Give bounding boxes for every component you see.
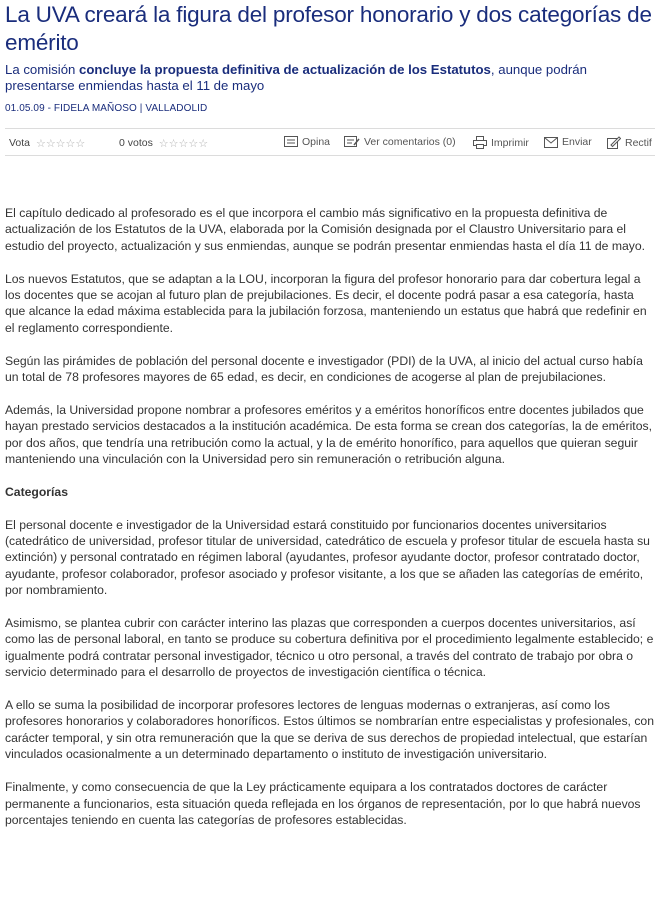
envelope-icon xyxy=(544,137,558,148)
print-button[interactable] xyxy=(473,136,529,149)
subtitle-suffix: , aunque podrán presentarse enmiendas hasta el 11 de mayo xyxy=(5,62,587,93)
vote-stars[interactable]: ☆☆☆☆☆ xyxy=(35,138,86,150)
comments-icon xyxy=(344,136,360,148)
paragraph: Los nuevos Estatutos, que se adaptan a la LOU, incorporan la figura del profesor honorario para dar cobertura legal a los docentes que se acojan al futuro plan de prejubilaciones. Es decir, el docente podrá pasar a esa categoría, hasta que alcance la edad máxima establecida para la jubilación forzosa, manteniendo un estatus que habrá que redefinir en el reglamento correspondiente. xyxy=(5,271,647,335)
paragraph: Finalmente, y como consecuencia de que la Ley prácticamente equipara a los contratados doctores de carácter permanente a funcionarios, esta situación queda reflejada en los órganos de representación, por lo que habrá nuevos porcentajes teniendo en cuenta las categorías de profesores establecidas. xyxy=(5,780,641,827)
vote-widget xyxy=(9,137,85,150)
send-button[interactable] xyxy=(544,136,592,148)
subtitle xyxy=(5,62,655,94)
paragraph: Asimismo, se plantea cubrir con carácter interino las plazas que corresponden a cuerpos docentes universitarios, así como las de personal laboral, en tanto se produce su cobertura definitiva por el procedimiento legalmente establecido; e igualmente podrá contratar personal investigador, técnico u otro personal, a través del contrato de trabajo por obra o servicio determinado para el desarrollo de proyectos de investigación científica o técnica. xyxy=(5,616,654,680)
send-label: Enviar xyxy=(562,136,592,148)
opinion-icon xyxy=(284,136,298,148)
subtitle-prefix: La comisión xyxy=(5,62,80,77)
paragraph: El personal docente e investigador de la Universidad estará constituido por funcionarios docentes universitarios (catedrático de universidad, profesor titular de universidad, catedrático de escuela y profesor titular de escuela hasta su extinción) y personal contratado en régimen laboral (ayudantes, profesor ayudante doctor, profesor contratado doctor, ayudante, profesor colaborador, profesor asociado y profesor visitante, a los que se añaden las categorías de emérito, por nombramiento. xyxy=(5,517,650,598)
article-toolbar xyxy=(5,128,655,156)
comments-button[interactable] xyxy=(344,136,456,148)
opina-button[interactable] xyxy=(284,136,330,148)
print-label: Imprimir xyxy=(491,137,529,149)
rectify-button[interactable] xyxy=(607,136,652,149)
votes-widget xyxy=(119,137,208,150)
votes-count: 0 votos xyxy=(119,137,153,149)
article-header xyxy=(5,0,655,156)
paragraph: Según las pirámides de población del personal docente e investigador (PDI) de la UVA, al inicio del actual curso había un total de 78 profesores mayores de 65 edad, es decir, en condiciones de acogerse al plan de prejubilaciones. xyxy=(5,353,643,385)
votes-stars: ☆☆☆☆☆ xyxy=(158,138,209,150)
byline: 01.05.09 - FIDELA MAÑOSO | VALLADOLID xyxy=(5,103,208,114)
headline: La UVA creará la figura del profesor honorario y dos categorías de emérito xyxy=(5,2,652,55)
subtitle-bold: concluye la propuesta definitiva de actualización de los Estatutos xyxy=(79,62,491,77)
printer-icon xyxy=(473,136,487,149)
comments-label: Ver comentarios (0) xyxy=(364,136,456,148)
opina-label: Opina xyxy=(302,136,331,148)
edit-icon xyxy=(607,136,621,149)
paragraph: El capítulo dedicado al profesorado es el que incorpora el cambio más significativo en la propuesta definitiva de actualización de los Estatutos de la UVA, elaborada por la Comisión designada por el Claustro Universitario para el estudio del proyecto, actualización y sus enmiendas, aunque se podrán presentar enmiendas hasta el día 11 de mayo. xyxy=(5,206,646,253)
article-body xyxy=(5,205,655,845)
paragraph: Además, la Universidad propone nombrar a profesores eméritos y a eméritos honoríficos entre docentes jubilados que hayan prestado servicios destacados a la institución académica. De esta forma se crean dos categorías, la de eméritos, por dos años, que tendría una retribución como la actual, y la de emérito honorífico, para aquellos que quieran seguir manteniendo una vinculación con la Universidad pero sin remuneración o retribución alguna. xyxy=(5,402,652,467)
section-heading: Categorías xyxy=(5,484,68,499)
rectify-label: Rectif xyxy=(625,137,652,149)
paragraph: A ello se suma la posibilidad de incorporar profesores lectores de lenguas modernas o extranjeras, así como los profesores honorarios y colaboradores honoríficos. Estos últimos se nombrarían entre especialistas y profesionales, con carácter temporal, y sin otra remuneración que la que se deriva de sus derechos de propiedad intelectual, que estarían vinculados ocasionalmente a un determinado departamento o instituto de investigación universitario. xyxy=(5,698,654,762)
vota-label: Vota xyxy=(9,137,31,149)
